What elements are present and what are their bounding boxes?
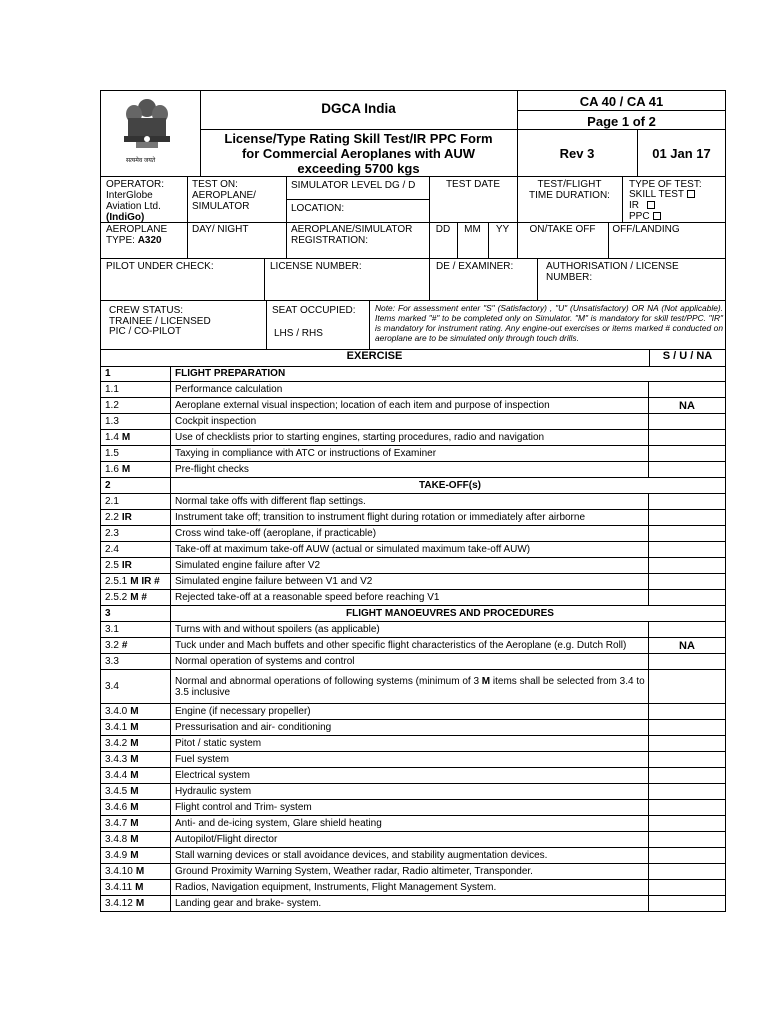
exercise-flag: M	[121, 464, 131, 476]
num-column-divider	[170, 366, 171, 912]
exercise-number	[105, 896, 144, 911]
test-on-line2: SIMULATOR	[192, 201, 250, 212]
exercise-description: Landing gear and brake- system.	[175, 897, 322, 909]
test-date-field[interactable]: TEST DATE	[445, 179, 501, 190]
exercise-flag: #	[121, 640, 128, 652]
exercise-number	[105, 558, 132, 573]
exercise-row-2	[101, 478, 725, 494]
exercise-number-text: 3.4	[105, 681, 119, 693]
exercise-number	[105, 816, 139, 831]
exercise-description: Pre-flight checks	[175, 464, 249, 476]
exercise-description: Flight control and Trim- system	[175, 801, 312, 813]
exercise-flag: IR	[121, 560, 132, 572]
national-emblem-icon	[112, 94, 182, 168]
registration-line1: AEROPLANE/SIMULATOR	[291, 224, 413, 235]
ppc-checkbox[interactable]	[653, 212, 661, 220]
exercise-row-3-4-9	[101, 848, 725, 864]
exercise-number	[105, 446, 119, 461]
exercise-number-text: 3	[105, 608, 111, 620]
operator-line1: InterGlobe	[106, 190, 153, 201]
form-title-line2: for Commercial Aeroplanes with AUW	[241, 146, 476, 161]
org-name: DGCA India	[321, 101, 396, 116]
result-cell[interactable]	[648, 768, 725, 783]
result-cell[interactable]	[648, 574, 725, 589]
exercise-number	[105, 784, 139, 799]
exercise-flag: M	[130, 785, 139, 797]
exercise-description-part: items shall be selected from 3.4 to 3.5 inclusive	[175, 675, 645, 698]
exercise-row-1-1	[101, 382, 725, 398]
operator-line3: (IndiGo)	[106, 212, 145, 223]
yy-field[interactable]: YY	[495, 224, 510, 235]
exercise-number-text: 1.6	[105, 464, 119, 476]
exercise-flag: M	[135, 897, 145, 909]
exercise-number-text: 2.5.2	[105, 592, 128, 604]
exercise-flag: M	[135, 865, 145, 877]
exercise-number-text: 3.4.4	[105, 769, 128, 781]
exercise-description: Simulated engine failure after V2	[175, 560, 321, 572]
exercise-number	[105, 398, 119, 413]
on-takeoff-field[interactable]: ON/TAKE OFF	[529, 224, 596, 235]
result-cell[interactable]	[648, 558, 725, 573]
exercise-number	[105, 590, 147, 605]
registration-line2[interactable]: REGISTRATION:	[291, 235, 369, 246]
exercise-number-text: 3.3	[105, 656, 119, 668]
exercise-description: Tuck under and Mach buffets and other specific flight characteristics of the Aeroplane (e.g. Dutch Roll)	[175, 640, 627, 652]
type-label: TYPE:	[106, 235, 135, 246]
authorisation-line2[interactable]: NUMBER:	[546, 272, 593, 283]
exercise-row-1	[101, 366, 725, 382]
exercise-number-text: 3.4.0	[105, 705, 128, 717]
exercise-number	[105, 880, 143, 895]
exercise-number-text: 2.5	[105, 560, 119, 572]
mm-field[interactable]: MM	[464, 224, 481, 235]
exercise-number-text: 3.4.7	[105, 817, 128, 829]
exercise-number-text: 2	[105, 480, 111, 492]
exercise-number	[105, 638, 127, 653]
type-of-test-label: TYPE OF TEST:	[629, 179, 702, 190]
simulator-level-field[interactable]: SIMULATOR LEVEL DG / D	[291, 180, 416, 191]
exercise-number-text: 3.4.8	[105, 833, 128, 845]
exercise-row-1-3	[101, 414, 725, 430]
exercise-number-text: 1	[105, 368, 111, 379]
exercise-row-2-2	[101, 510, 725, 526]
exercise-row-3-4-1	[101, 720, 725, 736]
result-cell[interactable]	[648, 654, 725, 669]
exercise-number-text: 3.4.6	[105, 801, 128, 813]
exercise-row-3-4-5	[101, 784, 725, 800]
exercise-number-text: 3.2	[105, 640, 119, 652]
result-cell[interactable]	[648, 752, 725, 767]
result-cell[interactable]	[648, 800, 725, 815]
exercise-row-1-6	[101, 462, 725, 478]
exercise-description-text	[175, 676, 649, 698]
exercise-row-2-5	[101, 558, 725, 574]
exercise-description: Anti- and de-icing system, Glare shield heating	[175, 817, 382, 829]
result-cell[interactable]	[648, 880, 725, 895]
ir-label: IR	[629, 200, 639, 211]
exercise-number-text: 2.1	[105, 496, 119, 508]
authorisation-line1: AUTHORISATION / LICENSE	[546, 261, 679, 272]
exercise-description: Taxying in compliance with ATC or instructions of Examiner	[175, 448, 437, 460]
crew-role-options[interactable]: PIC / CO-PILOT	[109, 326, 182, 337]
exercise-number	[105, 800, 139, 815]
exercise-description: Engine (if necessary propeller)	[175, 705, 311, 717]
ppc-option[interactable]	[629, 211, 661, 222]
exercise-number	[105, 510, 132, 525]
duration-line2[interactable]: TIME DURATION:	[529, 190, 610, 201]
exercise-number	[105, 752, 139, 767]
exercise-description: Fuel system	[175, 753, 229, 765]
exercise-description: Radios, Navigation equipment, Instruments, Flight Management System.	[175, 881, 497, 893]
exercise-number	[105, 494, 119, 509]
exercise-row-3-4-8	[101, 832, 725, 848]
exercise-number	[105, 542, 119, 557]
exercise-row-2-5-2	[101, 590, 725, 606]
exercise-description: Aeroplane external visual inspection; location of each item and purpose of inspection	[175, 400, 550, 412]
exercise-flag: M	[130, 769, 139, 781]
exercise-number	[105, 768, 139, 783]
exercise-description: Stall warning devices or stall avoidance devices, and stability augmentation devices.	[175, 849, 548, 861]
exercise-row-3-4-2	[101, 736, 725, 752]
revision-date: 01 Jan 17	[652, 146, 711, 161]
result-cell[interactable]	[648, 816, 725, 831]
exercise-description: Pressurisation and air- conditioning	[175, 721, 332, 733]
result-cell[interactable]: NA	[648, 398, 725, 413]
exercise-number-text: 1.1	[105, 384, 119, 395]
page-number: Page 1 of 2	[587, 114, 656, 129]
result-cell[interactable]	[648, 590, 725, 605]
exercise-number-text: 3.4.2	[105, 737, 128, 749]
result-header: S / U / NA	[662, 350, 713, 362]
revision: Rev 3	[559, 146, 595, 161]
exercise-row-2-3	[101, 526, 725, 542]
exercise-number	[105, 704, 139, 719]
location-field[interactable]: LOCATION:	[291, 203, 345, 214]
result-cell[interactable]	[648, 494, 725, 509]
exercise-row-3-4-0	[101, 704, 725, 720]
type-value: A320	[137, 235, 162, 246]
exercise-number	[105, 736, 139, 751]
exercise-number-text: 1.5	[105, 448, 119, 460]
exercise-number	[105, 462, 130, 477]
exercise-row-3-4-10	[101, 864, 725, 880]
aeroplane-label: AEROPLANE	[106, 224, 168, 235]
exercise-description: FLIGHT PREPARATION	[175, 368, 286, 379]
exercise-description: Instrument take off; transition to instrument flight during rotation or immediately after airborne	[175, 512, 586, 524]
exercise-description: Use of checklists prior to starting engines, starting procedures, radio and navigation	[175, 432, 545, 444]
exercise-row-3-4-6	[101, 800, 725, 816]
exercise-flag: M	[130, 753, 139, 765]
exercise-description: FLIGHT MANOEUVRES AND PROCEDURES	[346, 608, 554, 620]
license-number-field[interactable]: LICENSE NUMBER:	[270, 261, 362, 272]
exercise-flag: M	[130, 737, 139, 749]
exercise-number-text: 3.4.3	[105, 753, 128, 765]
aeroplane-type	[106, 235, 162, 246]
result-cell[interactable]	[648, 414, 725, 429]
result-cell[interactable]	[648, 704, 725, 719]
operator-label: OPERATOR:	[106, 179, 164, 190]
exercise-description: Electrical system	[175, 769, 251, 781]
exercise-row-2-4	[101, 542, 725, 558]
result-cell[interactable]	[648, 446, 725, 461]
exercise-flag: M	[130, 705, 139, 717]
form-title-line3: exceeding 5700 kgs	[297, 161, 420, 176]
exercise-description: Autopilot/Flight director	[175, 833, 278, 845]
exercise-row-3-4-7	[101, 816, 725, 832]
off-landing-field[interactable]: OFF/LANDING	[612, 224, 680, 235]
exercise-number	[105, 670, 119, 703]
result-cell[interactable]	[648, 462, 725, 477]
exercise-row-3-3	[101, 654, 725, 670]
exercise-row-3-1	[101, 622, 725, 638]
result-cell[interactable]	[648, 864, 725, 879]
result-cell[interactable]	[648, 848, 725, 863]
day-night-field[interactable]: DAY/ NIGHT	[192, 224, 249, 235]
seat-occupied-label: SEAT OCCUPIED:	[272, 305, 356, 316]
exercise-row-1-2	[101, 398, 725, 414]
exercise-number	[105, 526, 119, 541]
exercise-number	[105, 848, 139, 863]
dd-field[interactable]: DD	[435, 224, 451, 235]
exercise-number-text: 2.5.1	[105, 576, 128, 588]
exercise-row-2-1	[101, 494, 725, 510]
exercise-description: Performance calculation	[175, 384, 283, 395]
crew-status-options[interactable]: TRAINEE / LICENSED	[109, 316, 211, 327]
exercise-row-3-4-4	[101, 768, 725, 784]
exercise-number-text: 1.3	[105, 416, 119, 428]
exercise-flag: M	[130, 833, 139, 845]
form-code: CA 40 / CA 41	[579, 94, 664, 109]
exercise-row-1-5	[101, 446, 725, 462]
exercise-flag: M	[130, 817, 139, 829]
exercise-number-text: 3.4.9	[105, 849, 128, 861]
result-cell[interactable]	[648, 720, 725, 735]
skill-test-checkbox[interactable]	[687, 190, 695, 198]
exercise-flag: M	[135, 881, 144, 893]
exercise-description: Hydraulic system	[175, 785, 252, 797]
exercise-description: TAKE-OFF(s)	[418, 480, 482, 492]
exercise-number	[105, 622, 119, 637]
operator-line2: Aviation Ltd.	[106, 201, 161, 212]
exercise-number	[105, 478, 111, 493]
exercise-number	[105, 832, 139, 847]
result-cell[interactable]	[648, 832, 725, 847]
exercise-description: Cockpit inspection	[175, 416, 257, 428]
test-on-line1: AEROPLANE/	[192, 190, 256, 201]
exercise-number-text: 3.4.10	[105, 865, 133, 877]
exercise-row-3-2	[101, 638, 725, 654]
exercise-description: Cross wind take-off (aeroplane, if practicable)	[175, 528, 377, 540]
emblem-motto: सत्यमेव जयते	[126, 158, 156, 164]
exercise-description-bold: M	[481, 675, 491, 687]
result-cell[interactable]	[648, 784, 725, 799]
exercise-row-3	[101, 606, 725, 622]
exercise-number	[105, 606, 111, 621]
pilot-under-check-field[interactable]: PILOT UNDER CHECK:	[106, 261, 214, 272]
result-cell[interactable]	[648, 896, 725, 911]
result-cell[interactable]	[648, 622, 725, 637]
exercise-number-text: 3.4.11	[105, 881, 133, 893]
exercise-flag: M	[130, 801, 139, 813]
exercise-description-part: Normal and abnormal operations of following systems (minimum of 3	[175, 675, 482, 687]
exercise-description: Turns with and without spoilers (as applicable)	[175, 624, 380, 636]
exercise-description: Take-off at maximum take-off AUW (actual or simulated maximum take-off AUW)	[175, 544, 531, 556]
exercise-flag: M	[130, 721, 139, 733]
result-cell[interactable]	[648, 430, 725, 445]
exercise-description: Normal operation of systems and control	[175, 656, 355, 668]
exercise-number	[105, 720, 139, 735]
exercise-number	[105, 382, 119, 397]
exercise-number-text: 1.2	[105, 400, 119, 412]
examiner-field[interactable]: DE / EXAMINER:	[436, 261, 514, 272]
exercise-number	[105, 430, 130, 445]
exercise-flag: M	[130, 849, 139, 861]
exercise-number	[105, 864, 144, 879]
exercise-row-3-4-3	[101, 752, 725, 768]
exercise-flag: M #	[130, 592, 147, 604]
exercise-number-text: 1.4	[105, 432, 119, 444]
crew-status-label: CREW STATUS:	[109, 305, 184, 316]
exercise-description: Normal take offs with different flap settings.	[175, 496, 366, 508]
result-cell[interactable]	[648, 736, 725, 751]
exercise-row-2-5-1	[101, 574, 725, 590]
exercise-number-text: 2.3	[105, 528, 119, 540]
result-cell[interactable]: NA	[648, 638, 725, 653]
form-title-line1: License/Type Rating Skill Test/IR PPC Form	[224, 131, 493, 146]
ppc-label: PPC	[629, 211, 650, 222]
exercise-number-text: 2.4	[105, 544, 119, 556]
ir-option[interactable]	[629, 200, 655, 211]
exercise-row-3-4-12	[101, 896, 725, 912]
result-cell[interactable]	[648, 510, 725, 525]
exercise-header: EXERCISE	[346, 350, 403, 362]
exercise-description	[175, 670, 649, 703]
exercise-description: Rejected take-off at a reasonable speed before reaching V1	[175, 592, 440, 604]
seat-options[interactable]: LHS / RHS	[274, 328, 323, 339]
exercise-flag: M	[121, 432, 131, 444]
exercise-number-text: 3.4.1	[105, 721, 128, 733]
test-on-label: TEST ON:	[192, 179, 238, 190]
result-cell[interactable]	[648, 542, 725, 557]
exercise-flag: IR	[121, 512, 132, 524]
result-cell[interactable]	[648, 526, 725, 541]
result-cell[interactable]	[648, 670, 725, 703]
result-cell[interactable]	[648, 382, 725, 397]
exercise-number	[105, 574, 160, 589]
exercise-flag: M IR #	[130, 576, 160, 588]
exercise-description: Ground Proximity Warning System, Weather radar, Radio altimeter, Transponder.	[175, 865, 533, 877]
exercise-number	[105, 414, 119, 429]
duration-line1: TEST/FLIGHT	[537, 179, 602, 190]
exercise-number-text: 3.1	[105, 624, 119, 636]
ir-checkbox[interactable]	[647, 201, 655, 209]
exercise-description: Pitot / static system	[175, 737, 262, 749]
exercise-number-text: 3.4.12	[105, 897, 133, 909]
skill-test-option[interactable]	[629, 189, 695, 200]
assessment-note: Note: For assessment enter "S" (Satisfactory) , "U" (Unsatisfactory) OR NA (Not applicable). Items marked "#" to be completed only on Simulator. "M" is mandatory for skill test/PPC. "IR" is mandatory for instrument rating. Any engine-out exercises or items marked # conducted on aeroplane are to be simulated only through touch drills.	[375, 303, 723, 343]
exercise-number-text: 2.2	[105, 512, 119, 524]
exercise-description: Simulated engine failure between V1 and V2	[175, 576, 373, 588]
exercise-number-text: 3.4.5	[105, 785, 128, 797]
exercise-row-3-4	[101, 670, 725, 704]
exercise-row-1-4	[101, 430, 725, 446]
exercise-row-3-4-11	[101, 880, 725, 896]
exercise-number	[105, 366, 111, 381]
skill-test-label: SKILL TEST	[629, 189, 685, 200]
exercise-number	[105, 654, 119, 669]
